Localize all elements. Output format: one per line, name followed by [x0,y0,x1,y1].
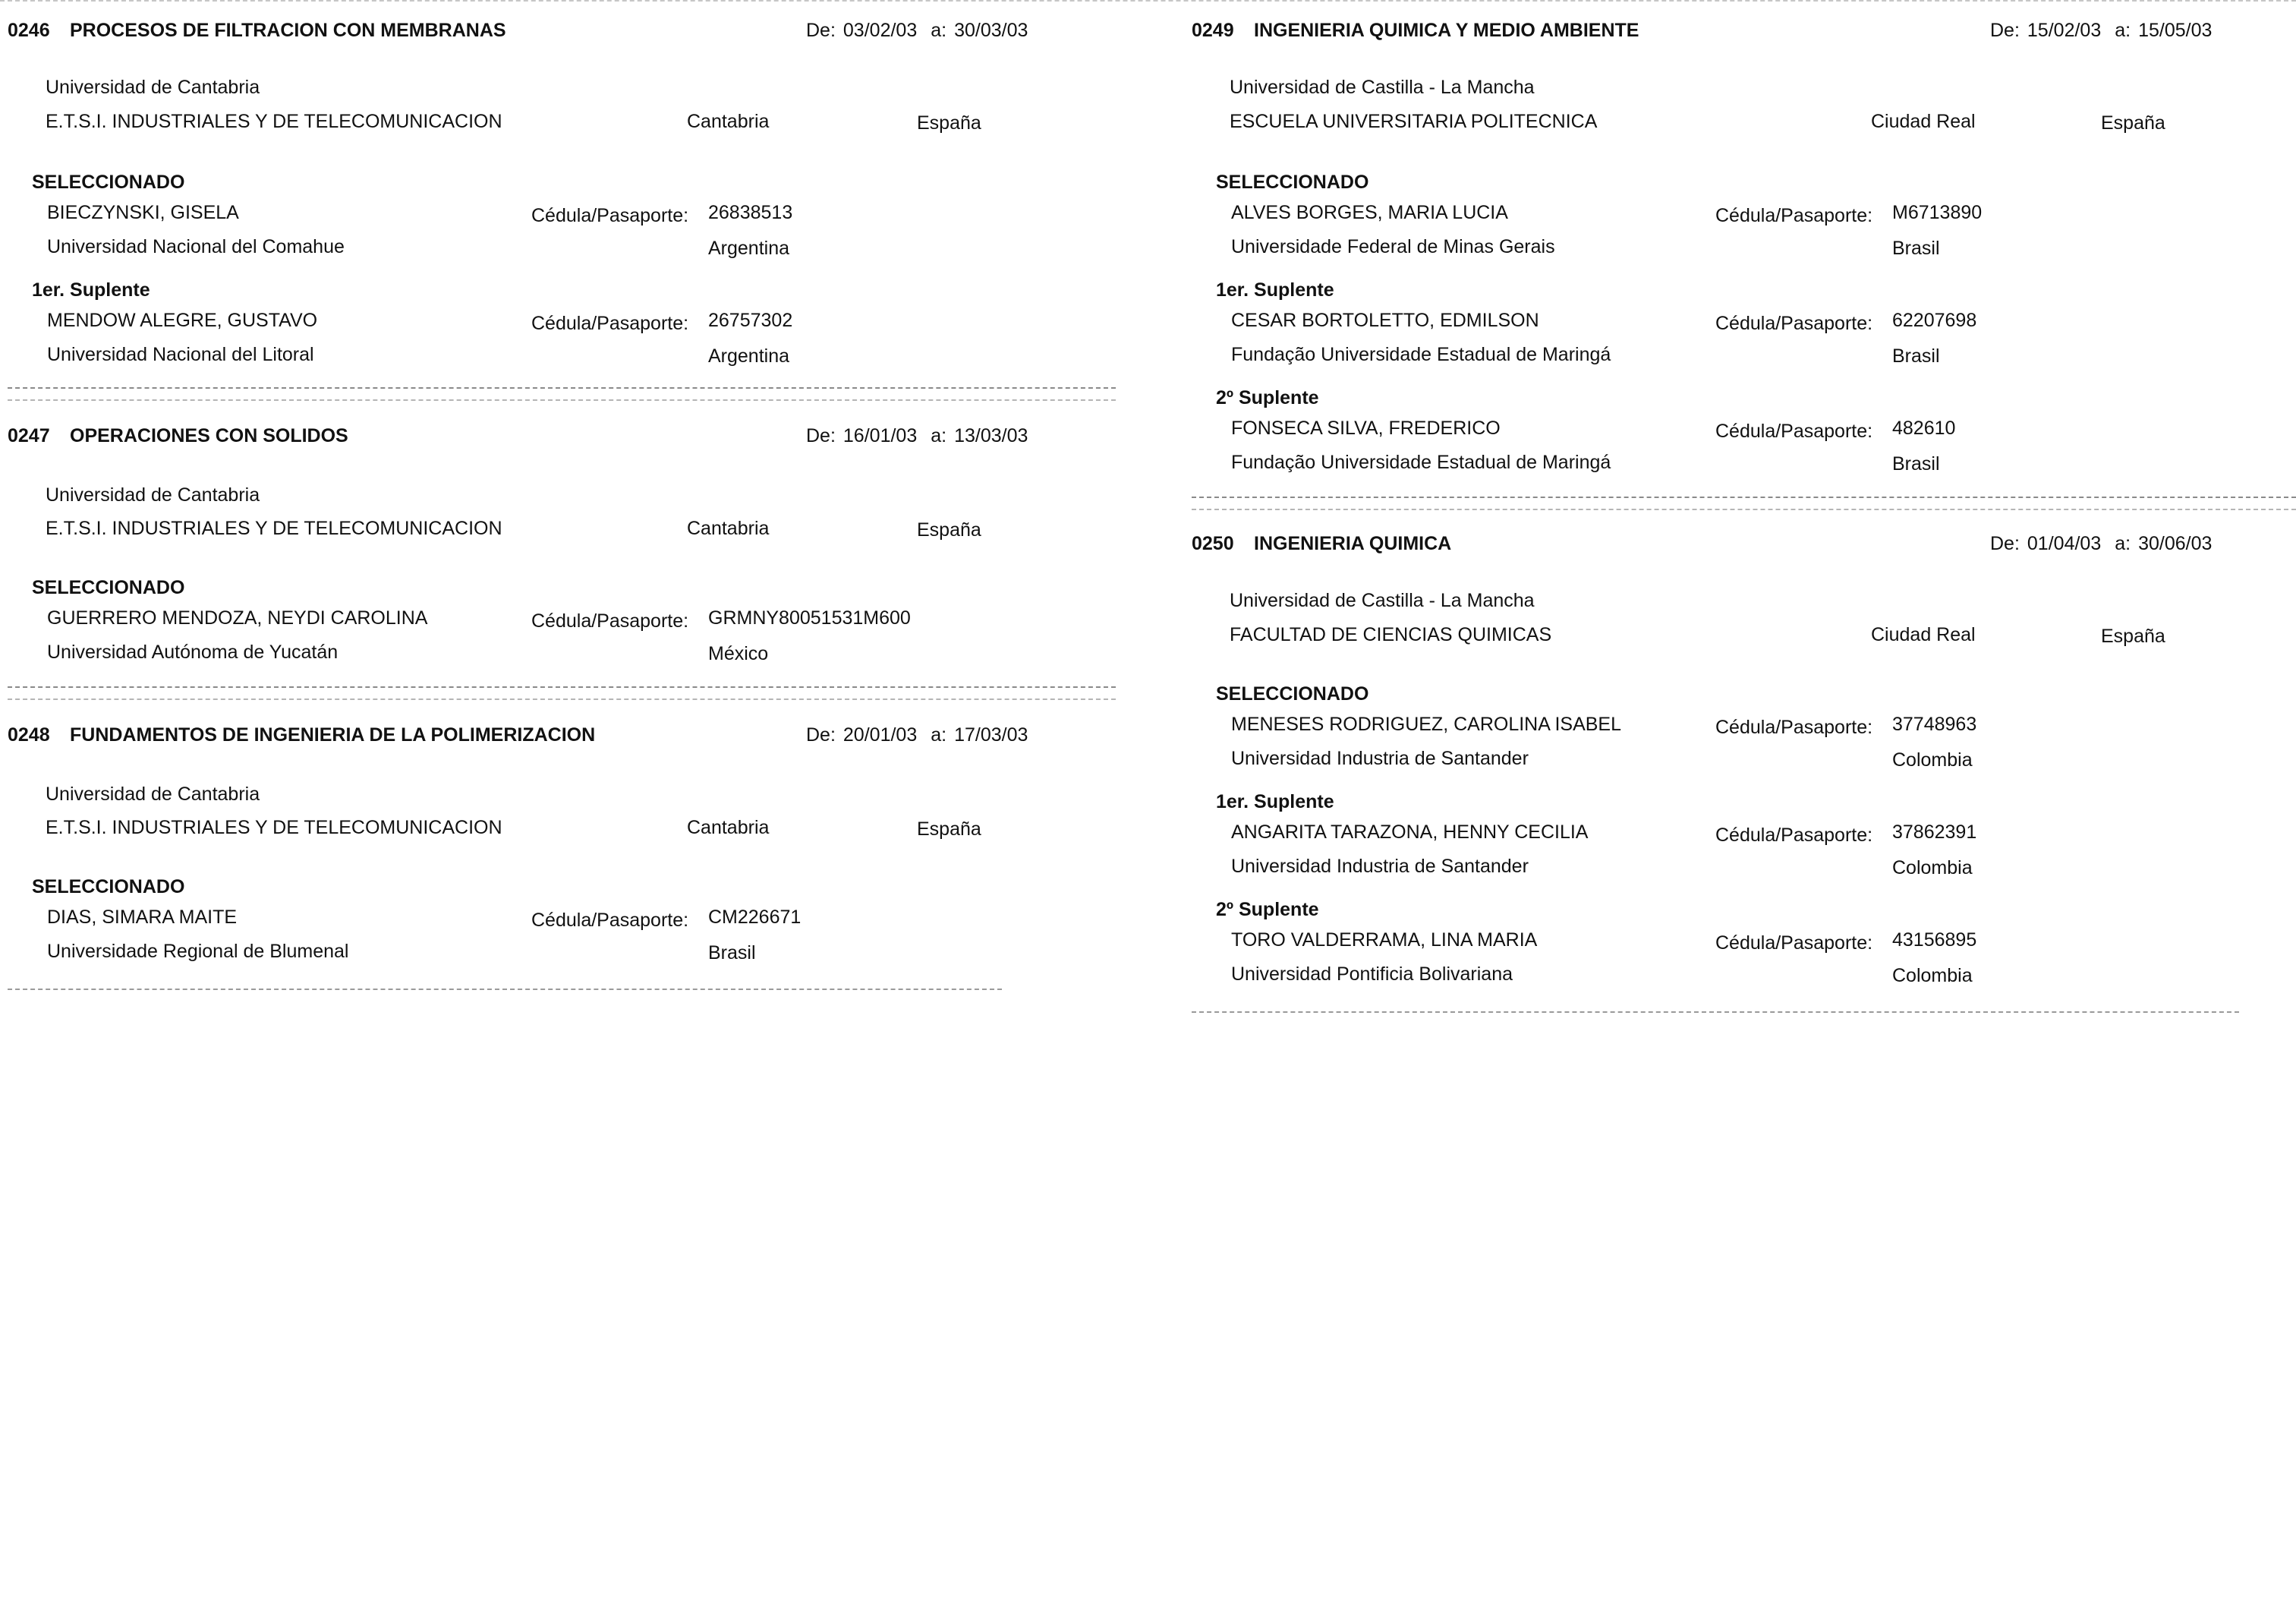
course-code: 0250 [1192,533,1234,554]
candidate-country: Brasil [708,942,756,963]
host-university: Universidad de Castilla - La Mancha [1230,590,1535,611]
cedula-label: Cédula/Pasaporte: [531,910,689,931]
host-city: Cantabria [687,518,770,539]
candidate-id: 26838513 [708,202,793,223]
host-school: E.T.S.I. INDUSTRIALES Y DE TELECOMUNICACION [46,518,502,539]
candidate-country: Argentina [708,238,790,259]
candidate-university: Universidad Nacional del Comahue [47,236,345,257]
course-code: 0247 [8,425,50,446]
candidate-id: 37862391 [1892,821,1977,843]
candidate-country: Colombia [1892,749,1973,771]
to-label: a: [2115,20,2131,41]
candidate-id: 43156895 [1892,929,1977,951]
seleccionado-heading: SELECCIONADO [32,172,185,193]
course-dates [1990,533,2212,555]
suplente1-heading: 1er. Suplente [1216,791,1334,812]
from-date: 03/02/03 [842,20,918,41]
host-city: Ciudad Real [1871,111,1976,132]
host-school: E.T.S.I. INDUSTRIALES Y DE TELECOMUNICACION [46,817,502,838]
course-title: INGENIERIA QUIMICA [1254,533,1452,554]
host-country: España [917,519,981,541]
candidate-name: FONSECA SILVA, FREDERICO [1231,418,1501,439]
course-block-0250 [1192,533,2296,996]
course-block-0248 [8,724,1116,975]
course-header [1192,20,2296,46]
candidate-name: MENESES RODRIGUEZ, CAROLINA ISABEL [1231,714,1622,735]
from-date: 16/01/03 [842,425,918,446]
course-header [8,20,1116,46]
candidate-id: 26757302 [708,310,793,331]
candidate-university: Universidad Pontificia Bolivariana [1231,963,1513,985]
to-date: 17/03/03 [954,724,1028,746]
course-header [8,425,1116,451]
cedula-label: Cédula/Pasaporte: [531,610,689,632]
host-country: España [917,112,981,134]
candidate-name: MENDOW ALEGRE, GUSTAVO [47,310,318,331]
candidate-country: Brasil [1892,238,1940,259]
cedula-label: Cédula/Pasaporte: [1715,421,1873,442]
candidate-country: México [708,643,769,664]
course-title: PROCESOS DE FILTRACION CON MEMBRANAS [70,20,506,41]
candidate-name: GUERRERO MENDOZA, NEYDI CAROLINA [47,607,428,629]
course-code: 0246 [8,20,50,41]
host-school: FACULTAD DE CIENCIAS QUIMICAS [1230,624,1552,645]
suplente2-heading: 2º Suplente [1216,899,1319,920]
course-header [1192,533,2296,559]
section-divider [8,686,1116,700]
candidate-id: 482610 [1892,418,1956,439]
candidate-country: Brasil [1892,453,1940,475]
course-dates [1990,20,2212,42]
host-country: España [2101,626,2165,647]
host-city: Cantabria [687,817,770,838]
from-date: 01/04/03 [2027,533,2102,554]
section-divider [1192,497,2296,510]
to-label: a: [2115,533,2131,554]
course-title: FUNDAMENTOS DE INGENIERIA DE LA POLIMERIZACION [70,724,596,746]
course-block-0247 [8,425,1116,676]
seleccionado-heading: SELECCIONADO [1216,172,1369,193]
candidate-name: TORO VALDERRAMA, LINA MARIA [1231,929,1538,951]
host-school: ESCUELA UNIVERSITARIA POLITECNICA [1230,111,1598,132]
candidate-name: DIAS, SIMARA MAITE [47,907,238,928]
candidate-country: Colombia [1892,965,1973,986]
from-label: De: [806,724,836,746]
candidate-name: CESAR BORTOLETTO, EDMILSON [1231,310,1539,331]
to-date: 30/06/03 [2138,533,2213,554]
suplente2-heading: 2º Suplente [1216,387,1319,408]
from-label: De: [1990,20,2020,41]
cedula-label: Cédula/Pasaporte: [1715,825,1873,846]
course-header [8,724,1116,750]
candidate-university: Universidad Industria de Santander [1231,856,1529,877]
candidate-university: Universidad Autónoma de Yucatán [47,642,339,663]
section-divider [8,387,1116,401]
candidate-university: Universidad Industria de Santander [1231,748,1529,769]
course-code: 0249 [1192,20,1234,41]
candidate-university: Fundação Universidade Estadual de Maringá [1231,452,1611,473]
cedula-label: Cédula/Pasaporte: [1715,932,1873,954]
to-date: 15/05/03 [2138,20,2213,41]
candidate-university: Fundação Universidade Estadual de Maringá [1231,344,1611,365]
course-block-0246 [8,20,1116,369]
candidate-country: Colombia [1892,857,1973,878]
from-label: De: [806,20,836,41]
top-edge-rule [0,0,2296,2]
host-university: Universidad de Cantabria [46,77,260,98]
host-university: Universidad de Cantabria [46,784,260,805]
from-label: De: [1990,533,2020,554]
to-label: a: [931,20,947,41]
candidate-name: ANGARITA TARAZONA, HENNY CECILIA [1231,821,1589,843]
suplente1-heading: 1er. Suplente [32,279,150,301]
from-date: 15/02/03 [2027,20,2102,41]
host-country: España [917,818,981,840]
course-code: 0248 [8,724,50,746]
host-school: E.T.S.I. INDUSTRIALES Y DE TELECOMUNICACION [46,111,502,132]
to-label: a: [931,425,947,446]
candidate-university: Universidade Regional de Blumenal [47,941,349,962]
candidate-id: M6713890 [1892,202,1983,223]
course-block-0249 [1192,20,2296,483]
candidate-id: GRMNY80051531M600 [708,607,911,629]
suplente1-heading: 1er. Suplente [1216,279,1334,301]
candidate-id: CM226671 [708,907,802,928]
seleccionado-heading: SELECCIONADO [32,876,185,897]
to-date: 13/03/03 [954,425,1028,446]
candidate-university: Universidad Nacional del Litoral [47,344,314,365]
host-city: Ciudad Real [1871,624,1976,645]
course-dates [806,20,1028,42]
course-dates [806,724,1028,746]
candidate-id: 62207698 [1892,310,1977,331]
course-dates [806,425,1028,447]
section-divider [8,989,1002,990]
from-label: De: [806,425,836,446]
cedula-label: Cédula/Pasaporte: [531,313,689,334]
cedula-label: Cédula/Pasaporte: [531,205,689,226]
candidate-country: Brasil [1892,345,1940,367]
host-university: Universidad de Cantabria [46,484,260,506]
section-divider [1192,1011,2239,1013]
candidate-id: 37748963 [1892,714,1977,735]
course-title: OPERACIONES CON SOLIDOS [70,425,348,446]
host-university: Universidad de Castilla - La Mancha [1230,77,1535,98]
candidate-university: Universidade Federal de Minas Gerais [1231,236,1555,257]
candidate-name: ALVES BORGES, MARIA LUCIA [1231,202,1508,223]
seleccionado-heading: SELECCIONADO [32,577,185,598]
cedula-label: Cédula/Pasaporte: [1715,717,1873,738]
cedula-label: Cédula/Pasaporte: [1715,205,1873,226]
cedula-label: Cédula/Pasaporte: [1715,313,1873,334]
to-date: 30/03/03 [954,20,1028,41]
to-label: a: [931,724,947,746]
candidate-name: BIECZYNSKI, GISELA [47,202,239,223]
from-date: 20/01/03 [842,724,918,746]
seleccionado-heading: SELECCIONADO [1216,683,1369,705]
course-title: INGENIERIA QUIMICA Y MEDIO AMBIENTE [1254,20,1639,41]
candidate-country: Argentina [708,345,790,367]
host-country: España [2101,112,2165,134]
host-city: Cantabria [687,111,770,132]
